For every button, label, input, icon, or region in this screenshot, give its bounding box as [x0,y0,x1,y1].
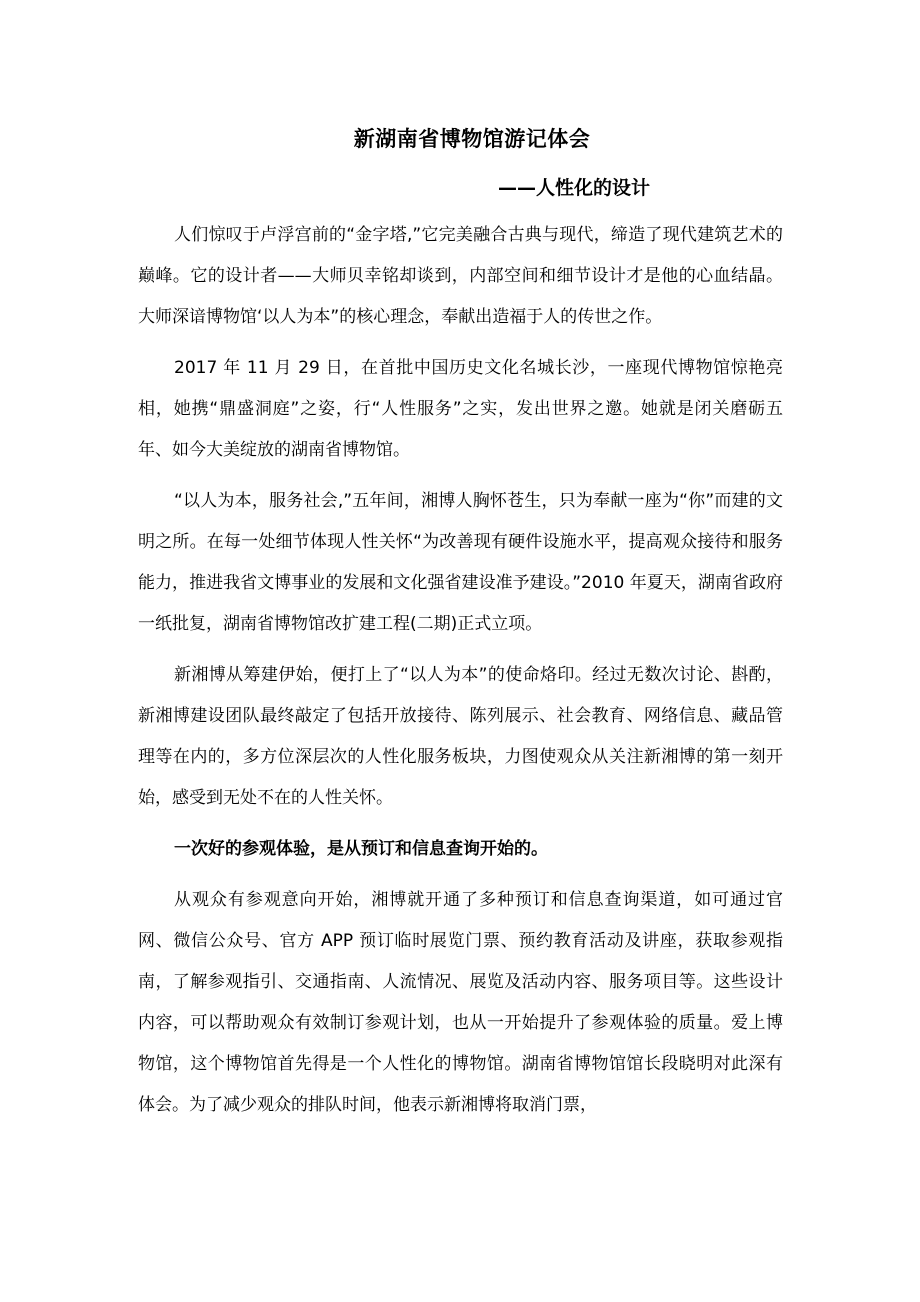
document-title: 新湖南省博物馆游记体会 [353,127,591,151]
section-heading-visit-experience: 一次好的参观体验，是从预订和信息查询开始的。 [174,839,548,859]
paragraph-museum-opening: 2017 年 11 月 29 日，在首批中国历史文化名城长沙，一座现代博物馆惊艳亮相，她携“鼎盛洞庭”之姿，行“人性服务”之实，发出世界之邀。她就是闭关磨砺五年、如今大美绽放的湖南省博物馆。 [138,358,783,460]
paragraph-construction-mission: 新湘博从筹建伊始，便打上了“以人为本”的使命烙印。经过无数次讨论、斟酌，新湘博建设团队最终敲定了包括开放接待、陈列展示、社会教育、网络信息、藏品管理等在内的，多方位深层次的人性化服务板块，力图使观众从关注新湘博的第一刻开始，感受到无处不在的人性关怀。 [138,665,783,808]
document-subtitle: ——人性化的设计 [498,177,651,199]
paragraph-people-oriented: “以人为本，服务社会,”五年间，湘博人胸怀苍生，只为奉献一座为“你”而建的文明之所。在每一处细节体现人性关怀“为改善现有硬件设施水平，提高观众接待和服务能力，推进我省文博事业的发展和文化强省建设准予建设。”2010 年夏天，湖南省政府一纸批复，湖南省博物馆改扩建工程(二期)正式立项。 [138,491,783,634]
paragraph-louvre-intro: 人们惊叹于卢浮宫前的“金字塔,”它完美融合古典与现代，缔造了现代建筑艺术的巅峰。它的设计者——大师贝幸铭却谈到，内部空间和细节设计才是他的心血结晶。大师深谙博物馆‘以人为本”的核心理念，奉献出造福于人的传世之作。 [138,225,783,327]
document-body [138,215,783,1136]
paragraph-booking-channels: 从观众有参观意向开始，湘博就开通了多种预订和信息查询渠道，如可通过官网、微信公众号、官方 APP 预订临时展览门票、预约教育活动及讲座，获取参观指南，了解参观指引、交通指南、人流情况、展览及活动内容、服务项目等。这些设计内容，可以帮助观众有效制订参观计划，也从一开始提升了参观体验的质量。爱上博物馆，这个博物馆首先得是一个人性化的博物馆。湖南省博物馆馆长段晓明对此深有体会。为了减少观众的排队时间，他表示新湘博将取消门票， [138,890,783,1115]
